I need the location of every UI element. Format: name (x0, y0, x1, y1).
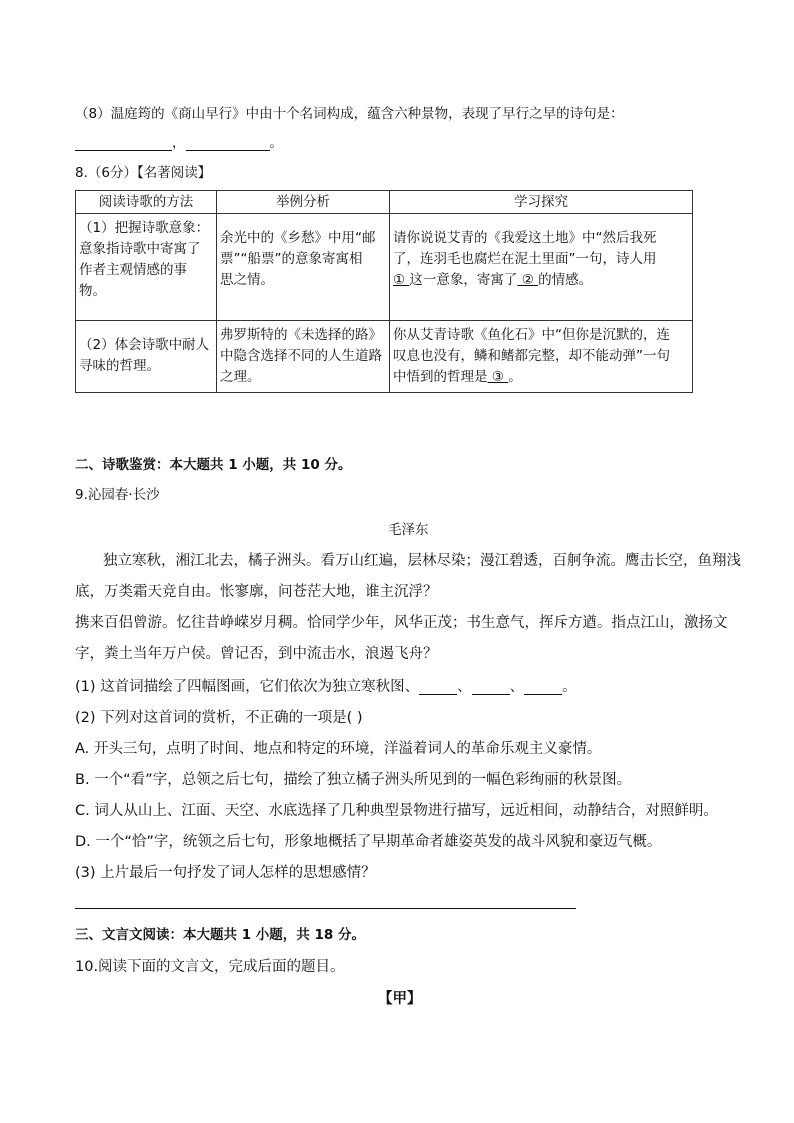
q8-item8-line1 (75, 108, 624, 122)
answer-blank-1[interactable]: ① (393, 272, 410, 288)
poem-line: 字，粪土当年万户侯。曾记否，到中流击水，浪遏飞舟？ (75, 646, 438, 662)
table-row (76, 321, 693, 393)
poem-author: 毛泽东 (388, 522, 429, 538)
table-cell-method: （2）体会诗歌中耐人 寻味的哲理。 (76, 321, 217, 393)
poem-line: 独立寒秋，湘江北去，橘子洲头。看万山红遍，层林尽染；漫江碧透，百舸争流。鹰击长空，鱼翔浅 (103, 553, 741, 569)
answer-blank-2[interactable] (472, 693, 510, 695)
answer-blank-2[interactable]: ② (517, 272, 539, 288)
option-b: B. 一个“看”字，总领之后七句，描绘了独立橘子洲头所见到的一幅色彩绚丽的秋景图。 (75, 772, 632, 788)
table-header-row (76, 191, 693, 214)
q9-sub3: (3) 上片最后一句抒发了词人怎样的思想感情？ (75, 865, 376, 881)
option-c: C. 词人从山上、江面、天空、水底选择了几种典型景物进行描写，远近相间，动静结合，对照鲜明。 (75, 803, 718, 819)
option-a: A. 开头三句，点明了时间、地点和特定的环境，洋溢着词人的革命乐观主义豪情。 (75, 741, 602, 757)
answer-blank-3[interactable]: ③ (487, 369, 509, 385)
table-cell-example: 余光中的《乡愁》中用“邮 票”“船票”的意象寄寓相 思之情。 (217, 214, 390, 321)
q9-sub1: (1) 这首词描绘了四幅图画，它们依次为独立寒秋图、 、 、 。 (75, 679, 577, 695)
answer-blank-2[interactable] (186, 149, 270, 151)
q9-title: 9.沁园春·长沙 (75, 487, 160, 503)
answer-blank-3[interactable] (524, 693, 562, 695)
section-2-heading: 二、诗歌鉴赏：本大题共 1 小题，共 10 分。 (75, 457, 352, 473)
option-d: D. 一个“恰”字，统领之后七句，形象地概括了早期革命者雄姿英发的战斗风貌和豪迈气概。 (75, 834, 662, 850)
table-cell-example: 弗罗斯特的《未选择的路》 中隐含选择不同的人生道路 之理。 (217, 321, 390, 393)
answer-line[interactable] (75, 908, 576, 909)
answer-blank-1[interactable] (419, 693, 457, 695)
passage-jia-label: 【甲】 (378, 991, 422, 1007)
q8-item8-answer-line: ， 。 (75, 137, 283, 151)
section-3-heading: 三、文言文阅读：本大题共 1 小题，共 18 分。 (75, 927, 365, 943)
table-cell-explore: 你从艾青诗歌《鱼化石》中“但你是沉默的，连 叹息也没有，鳞和鳍都完整，却不能动弹”一句 中悟到的哲理是 ③ 。 (390, 321, 693, 393)
q9-sub2: (2) 下列对这首词的赏析，不正确的一项是( ) (75, 710, 363, 726)
q8-item8-text: （8）温庭筠的《商山早行》中由十个名词构成，蕴含六种景物，表现了早行之早的诗句是： (75, 106, 624, 122)
table-row (76, 214, 693, 321)
table-cell-method: （1）把握诗歌意象： 意象指诗歌中寄寓了 作者主观情感的事 物。 (76, 214, 217, 321)
poem-line: 底，万类霜天竞自由。怅寥廓，问苍茫大地，谁主沉浮？ (75, 584, 438, 600)
q10-title: 10.阅读下面的文言文，完成后面的题目。 (75, 959, 345, 975)
table-cell-explore: 请你说说艾青的《我爱这土地》中“然后我死 了，连羽毛也腐烂在泥土里面”一句，诗人用 ① 这一意象，寄寓了 ② 的情感。 (390, 214, 693, 321)
reading-method-table (75, 190, 693, 393)
answer-blank-1[interactable] (75, 149, 172, 151)
table-header: 阅读诗歌的方法 (76, 191, 217, 214)
poem-line: 携来百侣曾游。忆往昔峥嵘岁月稠。恰同学少年，风华正茂；书生意气，挥斥方遒。指点江山，激扬文 (75, 615, 728, 631)
table-header: 学习探究 (390, 191, 693, 214)
table-header: 举例分析 (217, 191, 390, 214)
q8-title: 8.（6分）【名著阅读】 (75, 165, 212, 181)
